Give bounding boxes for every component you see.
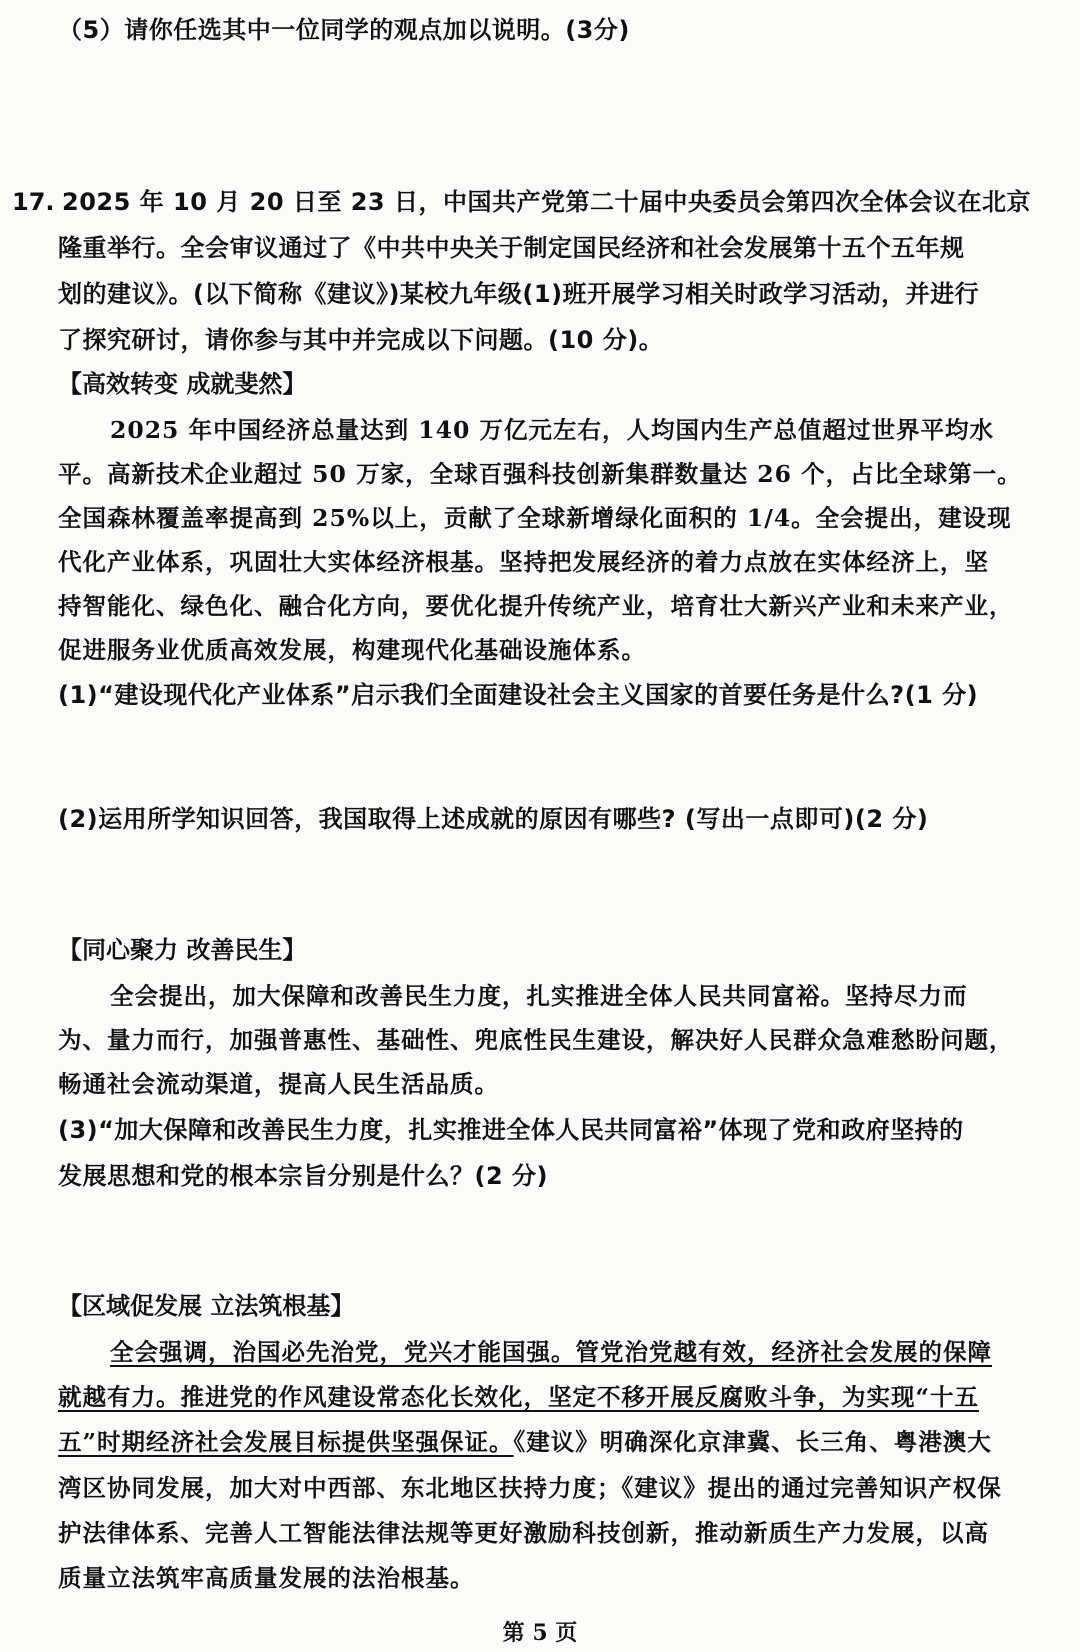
question-17-part-2: (2)运用所学知识回答，我国取得上述成就的原因有哪些? (写出一点即可)(2 分) [58,805,929,833]
section1-material-line-2: 平。高新技术企业超过 50 万家，全球百强科技创新集群数量达 26 个，占比全球第一。 [58,460,1022,488]
section3-material-line-3 [58,1426,992,1458]
section3-material-line-4: 湾区协同发展，加大对中西部、东北地区扶持力度；《建议》提出的通过完善知识产权保 [58,1474,1002,1502]
question-17-number: 17. [12,188,55,216]
section2-material-line-1: 全会提出，加大保障和改善民生力度，扎实推进全体人民共同富裕。坚持尽力而 [110,982,968,1010]
section3-material-line-6: 质量立法筑牢高质量发展的法治根基。 [58,1564,475,1592]
section3-underlined-line-1: 全会强调，治国必先治党，党兴才能国强。管党治党越有效，经济社会发展的保障 [110,1338,992,1366]
page-number: 第 5 页 [502,1620,578,1646]
section2-material-line-2: 为、量力而行，加强普惠性、基础性、兜底性民生建设，解决好人民群众急难愁盼问题， [58,1026,1014,1054]
section1-material-line-6: 促进服务业优质高效发展，构建现代化基础设施体系。 [58,636,646,664]
q17-intro-line-4: 了探究研讨，请你参与其中并完成以下问题。(10 分)。 [58,326,664,354]
section3-material-line-5: 护法律体系、完善人工智能法律法规等更好激励科技创新，推动新质生产力发展，以高 [58,1519,989,1547]
question-17-part-3-line-1: (3)“加大保障和改善民生力度，扎实推进全体人民共同富裕”体现了党和政府坚持的 [58,1116,964,1144]
section3-material-line-3-rest: 《建议》明确深化京津冀、长三角、粤港澳大 [513,1428,992,1456]
section2-material-line-3: 畅通社会流动渠道，提高人民生活品质。 [58,1070,499,1098]
question-17-part-3-line-2: 发展思想和党的根本宗旨分别是什么？(2 分) [58,1162,548,1190]
section3-underlined-line-2: 就越有力。推进党的作风建设常态化长效化，坚定不移开展反腐败斗争，为实现“十五 [58,1383,980,1411]
q17-intro-line-3: 划的建议》。(以下简称《建议》)某校九年级(1)班开展学习相关时政学习活动，并进行 [58,280,980,308]
question-16-part-5: （5）请你任选其中一位同学的观点加以说明。(3分) [58,16,630,44]
section1-material-line-3: 全国森林覆盖率提高到 25%以上，贡献了全球新增绿化面积的 1/4。全会提出，建设现 [58,504,1012,532]
section-heading-legislation: 【区域促发展 立法筑根基】 [58,1292,355,1320]
section-heading-livelihood: 【同心聚力 改善民生】 [58,936,307,964]
section1-material-line-1: 2025 年中国经济总量达到 140 万亿元左右，人均国内生产总值超过世界平均水 [110,416,995,444]
section3-underlined-line-3: 五”时期经济社会发展目标提供坚强保证。 [58,1428,514,1456]
q17-intro-line-1: 2025 年 10 月 20 日至 23 日，中国共产党第二十届中央委员会第四次全体会议在北京 [62,188,1031,216]
section1-material-line-4: 代化产业体系，巩固壮大实体经济根基。坚持把发展经济的着力点放在实体经济上，坚 [58,548,989,576]
question-17-part-1: (1)“建设现代化产业体系”启示我们全面建设社会主义国家的首要任务是什么?(1 分) [58,681,979,709]
q17-intro-line-2: 隆重举行。全会审议通过了《中共中央关于制定国民经济和社会发展第十五个五年规 [58,234,965,262]
section-heading-achievements: 【高效转变 成就斐然】 [58,370,307,398]
section1-material-line-5: 持智能化、绿色化、融合化方向，要优化提升传统产业，培育壮大新兴产业和未来产业， [58,592,1014,620]
